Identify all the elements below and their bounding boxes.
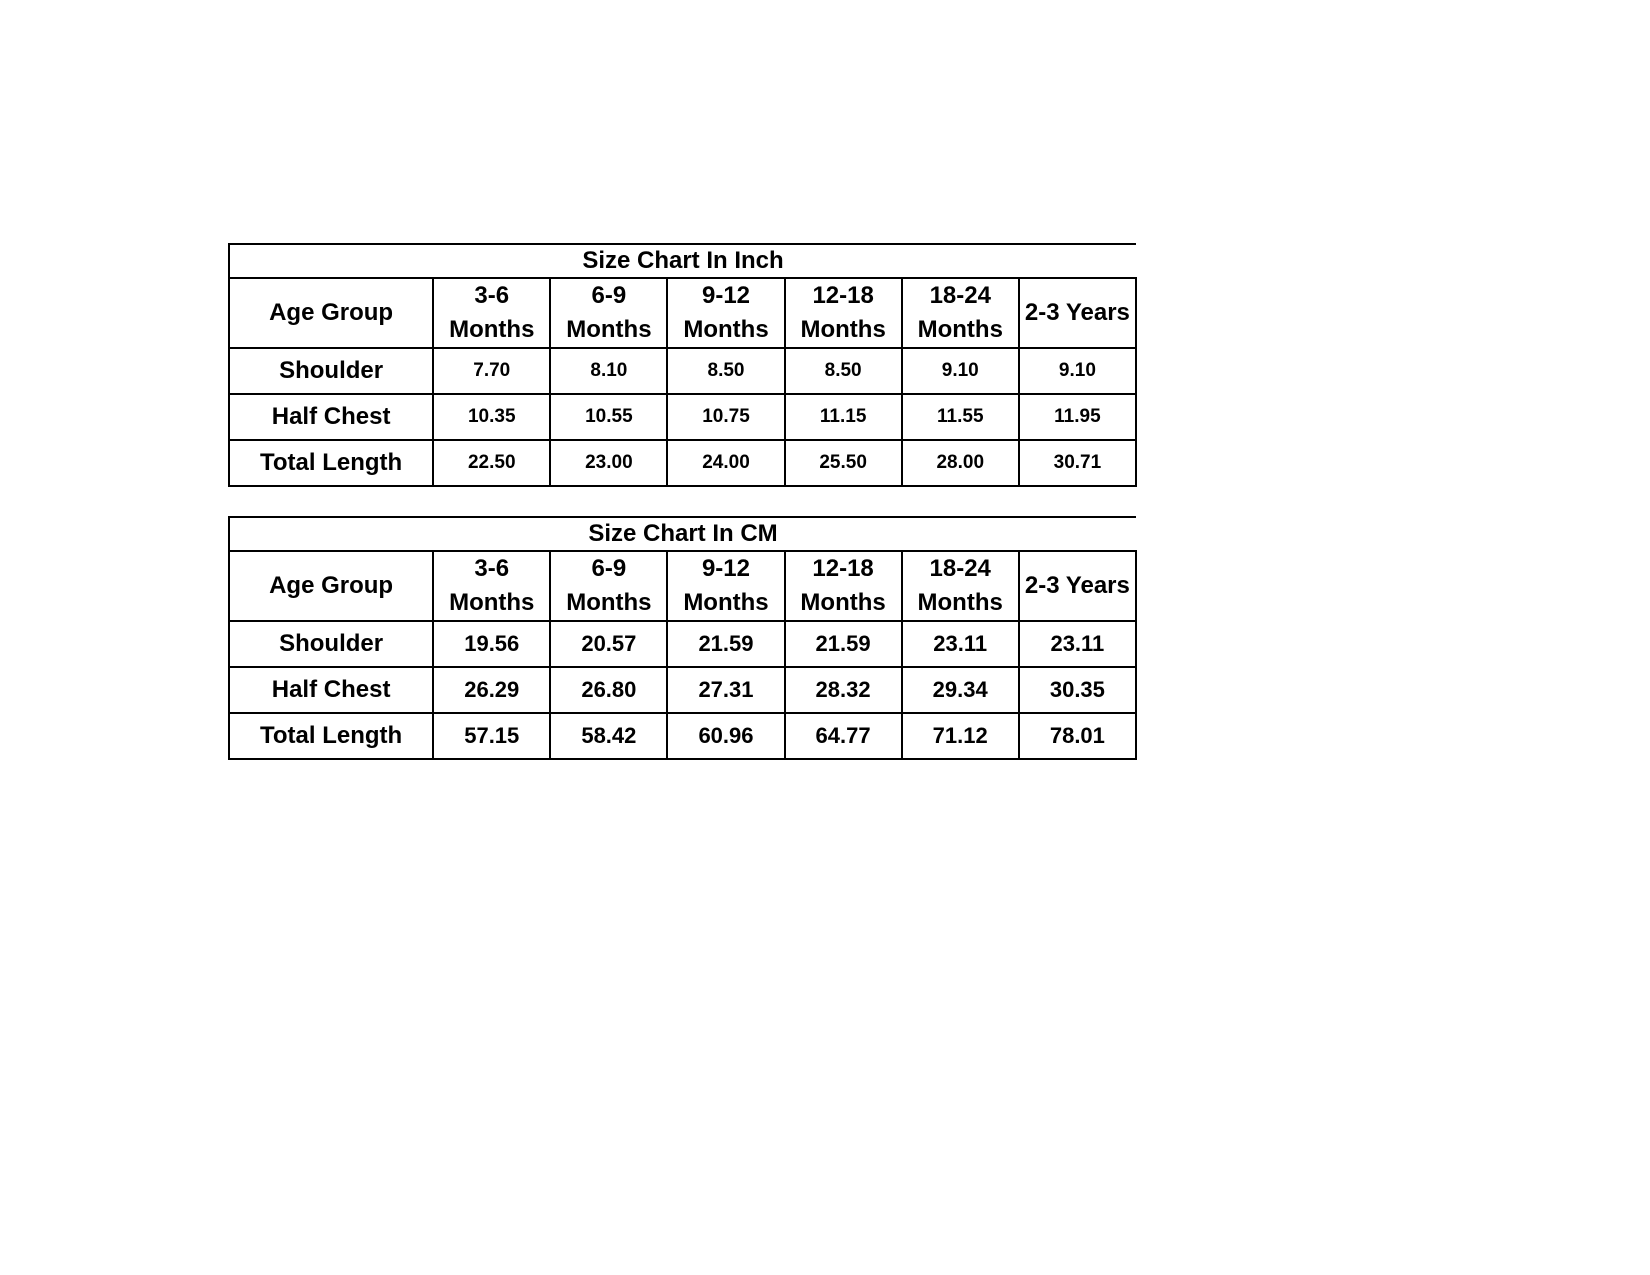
table-cell: 8.50 <box>667 348 784 394</box>
column-header-line: 3-6 <box>474 282 510 309</box>
row-label: Shoulder <box>229 348 433 394</box>
column-header <box>902 551 1019 621</box>
column-header <box>667 551 784 621</box>
table-cell: 23.11 <box>1019 621 1136 667</box>
table-cell: 30.35 <box>1019 667 1136 713</box>
column-header-line: Months <box>917 589 1003 616</box>
table-cell: 30.71 <box>1019 440 1136 486</box>
table-cell: 20.57 <box>550 621 667 667</box>
column-header-line: Months <box>566 589 652 616</box>
table-cell: 11.95 <box>1019 394 1136 440</box>
column-header <box>433 551 550 621</box>
table-cell: 26.80 <box>550 667 667 713</box>
column-header-line: 18-24 <box>929 555 991 582</box>
column-header <box>1019 551 1136 621</box>
table-row <box>229 621 1136 667</box>
table-cell: 9.10 <box>1019 348 1136 394</box>
table-cell: 23.11 <box>902 621 1019 667</box>
row-label: Total Length <box>229 713 433 759</box>
table-cell: 64.77 <box>785 713 902 759</box>
column-header-line: Months <box>683 316 769 343</box>
table-cell: 10.35 <box>433 394 550 440</box>
column-header-line: 9-12 <box>701 555 750 582</box>
size-chart-cm-table <box>228 516 1137 760</box>
table-cell: 21.59 <box>785 621 902 667</box>
column-header-line: 2-3 Years <box>1024 572 1130 599</box>
table-cell: 27.31 <box>667 667 784 713</box>
table-cell: 26.29 <box>433 667 550 713</box>
table-row <box>229 394 1136 440</box>
column-header-line: Months <box>449 589 535 616</box>
table-cell: 10.75 <box>667 394 784 440</box>
table-cell: 11.15 <box>785 394 902 440</box>
table-cell: 57.15 <box>433 713 550 759</box>
table-row <box>229 667 1136 713</box>
column-header-line: 2-3 Years <box>1024 299 1130 326</box>
size-chart-inch-table <box>228 243 1137 487</box>
row-label: Half Chest <box>229 394 433 440</box>
column-header <box>550 278 667 348</box>
table-cell: 28.00 <box>902 440 1019 486</box>
table-cell: 11.55 <box>902 394 1019 440</box>
row-label: Shoulder <box>229 621 433 667</box>
table-cell: 60.96 <box>667 713 784 759</box>
column-header-line: Months <box>449 316 535 343</box>
column-header-line: Months <box>566 316 652 343</box>
column-header <box>785 551 902 621</box>
table-cell: 10.55 <box>550 394 667 440</box>
table-title: Size Chart In CM <box>229 517 1136 551</box>
table-cell: 23.00 <box>550 440 667 486</box>
table-cell: 9.10 <box>902 348 1019 394</box>
row-label: Total Length <box>229 440 433 486</box>
column-header <box>667 278 784 348</box>
table-cell: 24.00 <box>667 440 784 486</box>
column-header-line: 6-9 <box>591 555 627 582</box>
column-header <box>785 278 902 348</box>
table-title: Size Chart In Inch <box>229 244 1136 278</box>
age-group-header: Age Group <box>229 278 433 348</box>
column-header-line: 3-6 <box>474 555 510 582</box>
table-cell: 19.56 <box>433 621 550 667</box>
table-cell: 7.70 <box>433 348 550 394</box>
table-cell: 78.01 <box>1019 713 1136 759</box>
header-row <box>229 278 1136 348</box>
column-header-line: 12-18 <box>812 282 874 309</box>
table-cell: 28.32 <box>785 667 902 713</box>
column-header-line: Months <box>917 316 1003 343</box>
column-header <box>902 278 1019 348</box>
column-header-line: 6-9 <box>591 282 627 309</box>
column-header <box>1019 278 1136 348</box>
age-group-header: Age Group <box>229 551 433 621</box>
table-cell: 58.42 <box>550 713 667 759</box>
column-header-line: 12-18 <box>812 555 874 582</box>
table-cell: 8.50 <box>785 348 902 394</box>
row-label: Half Chest <box>229 667 433 713</box>
column-header <box>550 551 667 621</box>
table-cell: 71.12 <box>902 713 1019 759</box>
column-header-line: 9-12 <box>701 282 751 309</box>
table-cell: 29.34 <box>902 667 1019 713</box>
table-row <box>229 440 1136 486</box>
column-header-line: 18-24 <box>929 282 991 309</box>
column-header <box>433 278 550 348</box>
table-cell: 8.10 <box>550 348 667 394</box>
column-header-line: Months <box>800 589 886 616</box>
table-cell: 21.59 <box>667 621 784 667</box>
column-header-line: Months <box>683 589 769 616</box>
header-row <box>229 551 1136 621</box>
table-cell: 22.50 <box>433 440 550 486</box>
table-row <box>229 348 1136 394</box>
column-header-line: Months <box>800 316 886 343</box>
table-row <box>229 713 1136 759</box>
table-cell: 25.50 <box>785 440 902 486</box>
